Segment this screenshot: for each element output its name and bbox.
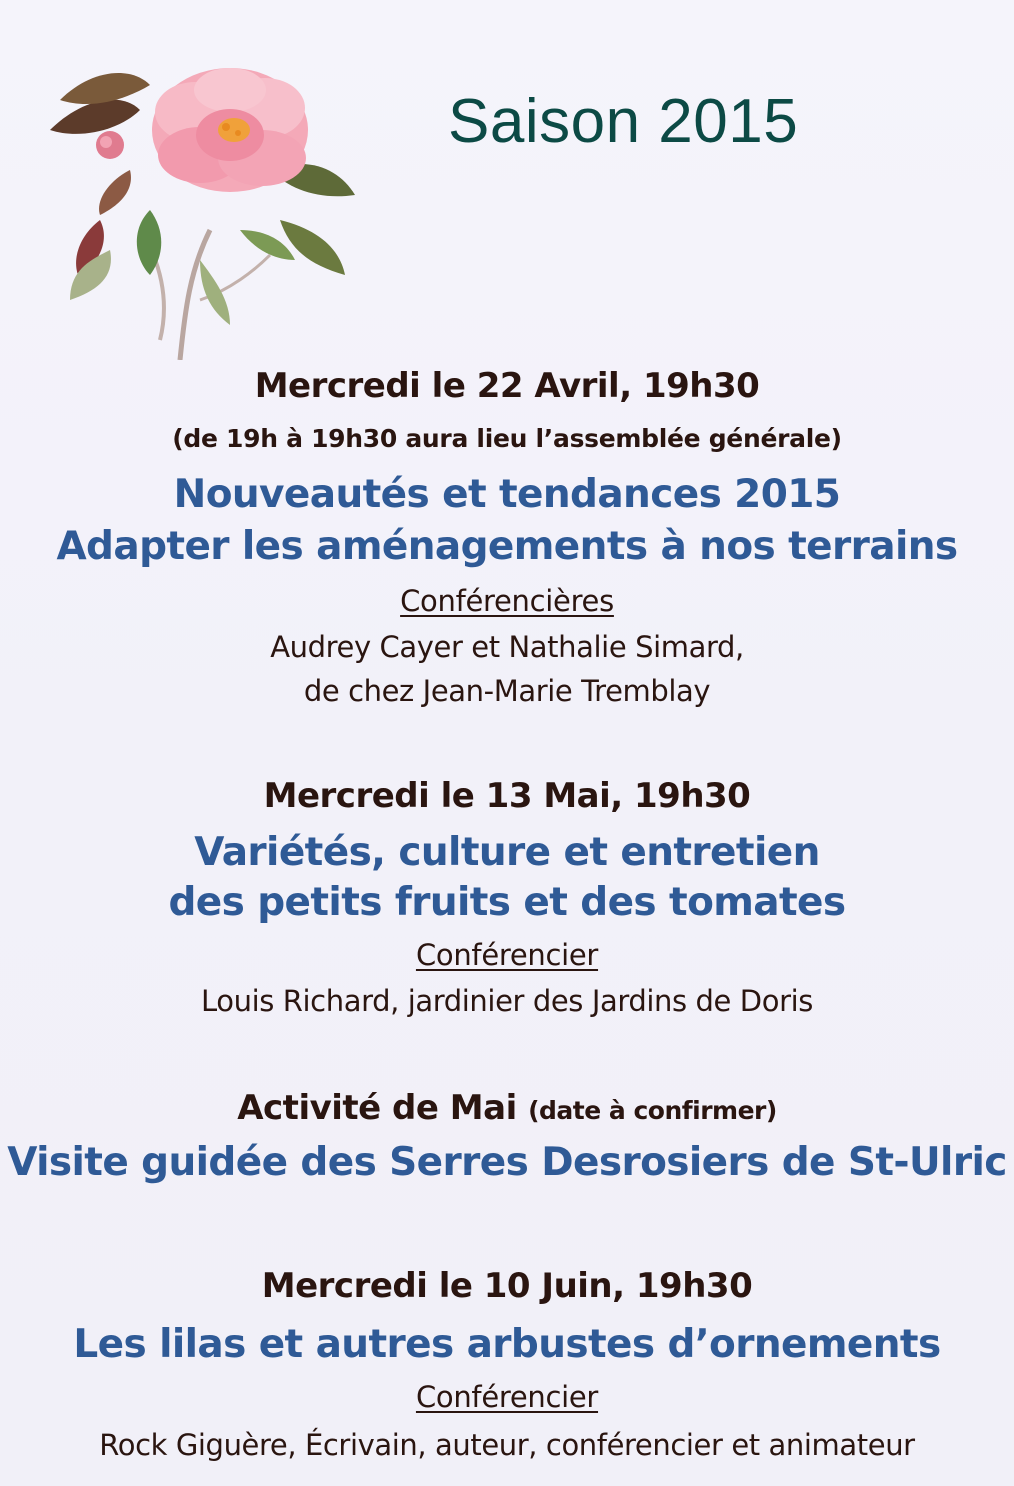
season-title: Saison 2015	[448, 87, 799, 156]
event-speaker-role: Conférencier	[415, 1380, 599, 1414]
event-date: Mercredi le 22 Avril, 19h30	[254, 366, 760, 406]
event-topic-line: des petits fruits et des tomates	[168, 880, 846, 925]
event-speaker-line: Rock Giguère, Écrivain, auteur, conférencier et animateur	[99, 1428, 915, 1462]
event-date: Mercredi le 13 Mai, 19h30	[263, 776, 751, 816]
event-topic-line: Adapter les aménagements à nos terrains	[56, 524, 958, 569]
event-date: Mercredi le 10 Juin, 19h30	[261, 1266, 753, 1306]
event-topic-line: Les lilas et autres arbustes d’ornements	[73, 1322, 941, 1367]
event-speaker-line: de chez Jean-Marie Tremblay	[303, 674, 711, 708]
event-date-line	[0, 1088, 1014, 1128]
event-date-note: (date à confirmer)	[528, 1096, 777, 1125]
event-speaker-line: Louis Richard, jardinier des Jardins de Doris	[201, 984, 813, 1018]
peony-flower-illustration	[40, 60, 370, 360]
event-speaker-role: Conférencier	[415, 938, 599, 972]
event-speaker-line: Audrey Cayer et Nathalie Simard,	[270, 630, 744, 664]
event-topic-line: Nouveautés et tendances 2015	[173, 472, 841, 517]
event-date: Activité de Mai	[237, 1088, 517, 1128]
event-topic-line: Variétés, culture et entretien	[194, 830, 820, 875]
event-note: (de 19h à 19h30 aura lieu l’assemblée générale)	[172, 424, 842, 453]
event-topic-line: Visite guidée des Serres Desrosiers de St-Ulric	[7, 1140, 1007, 1185]
event-speaker-role: Conférencières	[400, 584, 614, 618]
